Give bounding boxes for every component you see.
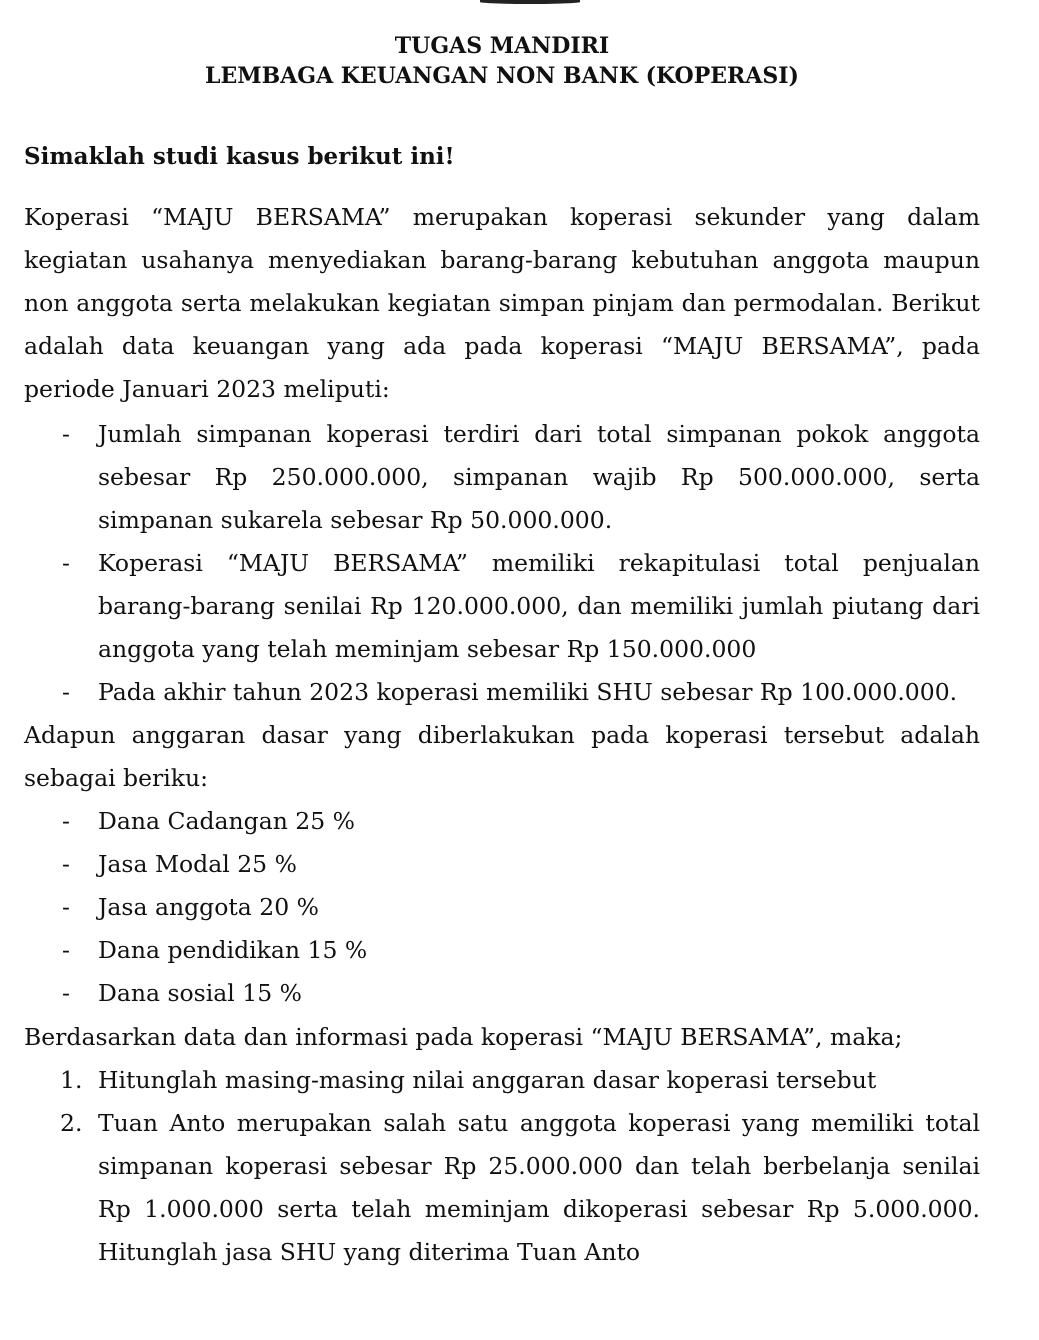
list-item-text: Koperasi “MAJU BERSAMA” memiliki rekapitulasi total penjualan barang-barang senilai Rp 120.000.000, dan memiliki jumlah piutang dari anggota yang telah meminjam sebesar Rp 150.000.000 xyxy=(98,549,980,663)
list-item xyxy=(24,413,980,542)
question-number: 1. xyxy=(60,1066,83,1094)
questions-intro-paragraph: Berdasarkan data dan informasi pada koperasi “MAJU BERSAMA”, maka; xyxy=(24,1023,903,1051)
bullet-dash: - xyxy=(62,979,70,1007)
bullet-dash: - xyxy=(62,850,70,878)
list-item-text: Dana sosial 15 % xyxy=(98,979,302,1007)
bullet-dash: - xyxy=(62,678,70,706)
questions-list xyxy=(24,1059,980,1274)
budget-list xyxy=(24,800,980,1015)
document-subtitle: LEMBAGA KEUANGAN NON BANK (KOPERASI) xyxy=(205,63,799,89)
list-item xyxy=(24,843,980,886)
bullet-dash: - xyxy=(62,893,70,921)
bullet-dash: - xyxy=(62,549,70,577)
bullet-dash: - xyxy=(62,420,70,448)
list-item-text: Jumlah simpanan koperasi terdiri dari total simpanan pokok anggota sebesar Rp 250.000.000, simpanan wajib Rp 500.000.000, serta simpanan sukarela sebesar Rp 50.000.000. xyxy=(98,420,980,534)
list-item-text: Jasa Modal 25 % xyxy=(98,850,297,878)
intro-paragraph: Koperasi “MAJU BERSAMA” merupakan koperasi sekunder yang dalam kegiatan usahanya menyediakan barang-barang kebutuhan anggota maupun non anggota serta melakukan kegiatan simpan pinjam dan permodalan. Berikut adalah data keuangan yang ada pada koperasi “MAJU BERSAMA”, pada periode Januari 2023 meliputi: xyxy=(24,203,980,403)
section-heading: Simaklah studi kasus berikut ini! xyxy=(24,143,455,170)
list-item xyxy=(24,671,980,714)
question-text: Hitunglah masing-masing nilai anggaran dasar koperasi tersebut xyxy=(98,1066,877,1094)
document-title: TUGAS MANDIRI xyxy=(394,33,610,59)
budget-intro-paragraph: Adapun anggaran dasar yang diberlakukan pada koperasi tersebut adalah sebagai beriku: xyxy=(24,721,980,792)
bullet-dash: - xyxy=(62,807,70,835)
financial-data-list xyxy=(24,413,980,714)
list-item xyxy=(24,800,980,843)
document-page xyxy=(24,0,980,1266)
list-item-text: Pada akhir tahun 2023 koperasi memiliki SHU sebesar Rp 100.000.000. xyxy=(98,678,958,706)
question-number: 2. xyxy=(60,1109,83,1137)
list-item xyxy=(24,542,980,671)
question-text: Tuan Anto merupakan salah satu anggota koperasi yang memiliki total simpanan koperasi sebesar Rp 25.000.000 dan telah berbelanja senilai Rp 1.000.000 serta telah meminjam dikoperasi sebesar Rp 5.000.000. Hitunglah jasa SHU yang diterima Tuan Anto xyxy=(98,1109,980,1266)
question-item xyxy=(24,1102,980,1274)
list-item xyxy=(24,886,980,929)
list-item-text: Dana Cadangan 25 % xyxy=(98,807,356,835)
list-item xyxy=(24,929,980,972)
list-item xyxy=(24,972,980,1015)
list-item-text: Dana pendidikan 15 % xyxy=(98,936,368,964)
question-item xyxy=(24,1059,980,1102)
list-item-text: Jasa anggota 20 % xyxy=(98,893,319,921)
bullet-dash: - xyxy=(62,936,70,964)
